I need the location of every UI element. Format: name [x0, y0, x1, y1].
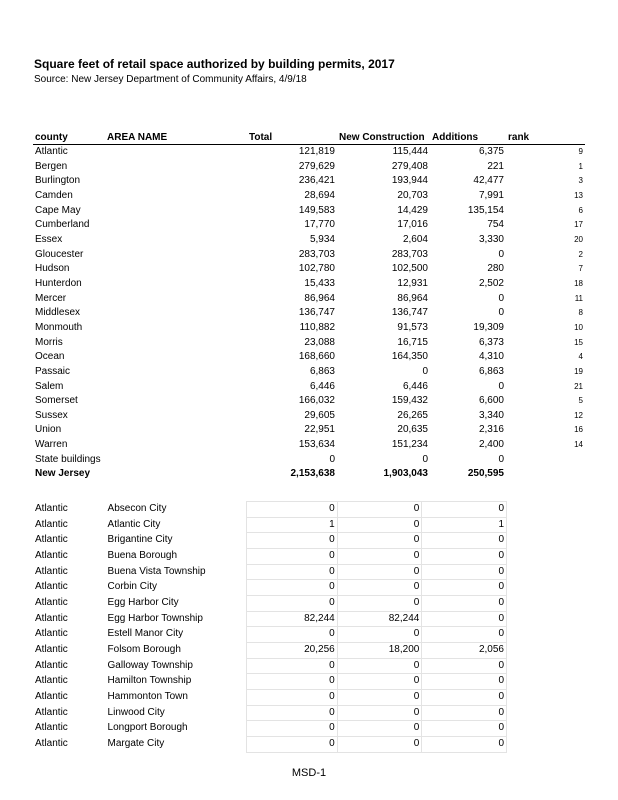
- page-title: Square feet of retail space authorized by building permits, 2017: [34, 57, 395, 71]
- total-cell: 0: [247, 627, 338, 643]
- table-row: [33, 689, 507, 705]
- county-cell: Gloucester: [35, 248, 84, 260]
- additions-cell: 221: [487, 160, 504, 172]
- area-name-cell: Atlantic City: [107, 518, 161, 530]
- county-cell: Atlantic: [35, 534, 68, 546]
- county-cell: Atlantic: [35, 643, 68, 655]
- total-cell: 0: [247, 736, 338, 752]
- rank-cell: 3: [578, 176, 583, 186]
- new-construction-cell: 0: [337, 595, 422, 611]
- county-cell: Atlantic: [35, 146, 68, 157]
- area-name-cell: [105, 204, 247, 219]
- table-row: [33, 438, 585, 453]
- rank-cell: 7: [578, 264, 583, 274]
- total-cell: 5,934: [309, 233, 335, 245]
- new-construction-cell: 0: [422, 453, 428, 465]
- area-name-cell: Hammonton Town: [107, 690, 188, 702]
- table-row: [33, 548, 507, 564]
- table-row: [33, 611, 507, 627]
- county-cell: Atlantic: [35, 722, 68, 734]
- table-row: [33, 409, 585, 424]
- col-header-rank: rank: [506, 131, 585, 145]
- additions-cell: 0: [422, 674, 507, 690]
- additions-cell: 135,154: [467, 204, 504, 216]
- rank-cell: 19: [574, 366, 583, 376]
- area-name-cell: Linwood City: [107, 706, 165, 718]
- county-cell: Camden: [35, 189, 73, 201]
- table-row: [33, 674, 507, 690]
- additions-cell: 280: [487, 263, 504, 275]
- table-row: [33, 248, 585, 263]
- county-cell: New Jersey: [35, 468, 91, 480]
- new-construction-cell: 115,444: [392, 146, 428, 157]
- additions-cell: 0: [498, 307, 504, 319]
- county-cell: Hudson: [35, 263, 70, 275]
- area-name-cell: [105, 394, 247, 409]
- municipality-table: [33, 501, 507, 753]
- total-cell: 17,770: [304, 219, 335, 231]
- county-cell: Atlantic: [35, 675, 68, 687]
- county-summary-table: [33, 131, 585, 482]
- new-construction-cell: 0: [422, 365, 428, 377]
- area-name-cell: Margate City: [107, 737, 165, 749]
- area-name-cell: Egg Harbor City: [107, 596, 179, 608]
- col-header-area-name: AREA NAME: [105, 131, 247, 145]
- total-cell: 102,780: [298, 263, 335, 275]
- new-construction-cell: 2,604: [402, 233, 428, 245]
- area-name-cell: [105, 409, 247, 424]
- new-construction-cell: 18,200: [337, 642, 422, 658]
- additions-cell: 0: [422, 548, 507, 564]
- area-name-cell: [105, 248, 247, 263]
- rank-cell: 12: [574, 410, 583, 420]
- new-construction-cell: 86,964: [397, 292, 428, 304]
- area-name-cell: [105, 160, 247, 175]
- area-name-cell: [105, 292, 247, 307]
- new-construction-cell: 1,903,043: [383, 468, 428, 480]
- additions-cell: 0: [422, 533, 507, 549]
- table-row: [33, 277, 585, 292]
- table-row: [33, 380, 585, 395]
- total-cell: 166,032: [298, 395, 335, 407]
- additions-cell: 4,310: [478, 351, 504, 363]
- rank-cell: 16: [574, 425, 583, 435]
- area-name-cell: [105, 350, 247, 365]
- new-construction-cell: 0: [337, 736, 422, 752]
- area-name-cell: [105, 306, 247, 321]
- rank-cell: 5: [578, 396, 583, 406]
- new-construction-cell: 159,432: [391, 395, 428, 407]
- new-construction-cell: 102,500: [391, 263, 428, 275]
- new-construction-cell: 151,234: [391, 439, 428, 451]
- county-cell: Morris: [35, 336, 63, 348]
- table-row: [33, 336, 585, 351]
- additions-cell: 0: [422, 580, 507, 596]
- additions-cell: 0: [498, 292, 504, 304]
- table-row: [33, 350, 585, 365]
- area-name-cell: Galloway Township: [107, 659, 193, 671]
- table-row: [33, 721, 507, 737]
- new-construction-cell: 16,715: [397, 336, 428, 348]
- total-cell: 153,634: [298, 439, 335, 451]
- new-construction-cell: 136,747: [391, 307, 428, 319]
- additions-cell: 0: [422, 736, 507, 752]
- total-cell: 20,256: [247, 642, 338, 658]
- total-cell: 0: [247, 564, 338, 580]
- additions-cell: 0: [422, 564, 507, 580]
- total-cell: 0: [247, 658, 338, 674]
- new-construction-cell: 14,429: [397, 204, 428, 216]
- area-name-cell: [105, 321, 247, 336]
- rank-cell: 8: [578, 308, 583, 318]
- area-name-cell: [105, 174, 247, 189]
- new-construction-cell: 0: [337, 658, 422, 674]
- additions-cell: 0: [498, 453, 504, 465]
- new-construction-cell: 17,016: [397, 219, 428, 231]
- additions-cell: 0: [422, 627, 507, 643]
- additions-cell: 6,863: [478, 365, 504, 377]
- additions-cell: 2,502: [478, 277, 504, 289]
- area-name-cell: [105, 233, 247, 248]
- county-cell: Passaic: [35, 365, 71, 377]
- rank-cell: 13: [574, 190, 583, 200]
- county-cell: Atlantic: [35, 690, 68, 702]
- table-row: [33, 365, 585, 380]
- county-cell: Atlantic: [35, 503, 68, 514]
- total-cell: 0: [247, 674, 338, 690]
- table-row: [33, 160, 585, 175]
- area-name-cell: [105, 453, 247, 468]
- county-cell: Sussex: [35, 409, 68, 421]
- total-cell: 279,629: [298, 160, 335, 172]
- area-name-cell: Buena Vista Township: [107, 565, 206, 577]
- additions-cell: 0: [498, 380, 504, 392]
- total-cell: 6,446: [309, 380, 335, 392]
- new-construction-cell: 6,446: [402, 380, 428, 392]
- total-cell: 29,605: [304, 409, 335, 421]
- table-row: [33, 233, 585, 248]
- total-cell: 2,153,638: [290, 468, 335, 480]
- additions-cell: 0: [498, 248, 504, 260]
- total-cell: 110,882: [299, 321, 335, 333]
- new-construction-cell: 0: [337, 705, 422, 721]
- total-cell: 0: [247, 689, 338, 705]
- table-row: [33, 145, 585, 160]
- additions-cell: 0: [422, 705, 507, 721]
- table-row: [33, 394, 585, 409]
- table-row: [33, 262, 585, 277]
- total-cell: 0: [247, 580, 338, 596]
- new-construction-cell: 283,703: [391, 248, 428, 260]
- table-row: [33, 517, 507, 533]
- additions-cell: 42,477: [473, 175, 504, 187]
- total-cell: 168,660: [298, 351, 335, 363]
- county-cell: Warren: [35, 439, 68, 451]
- additions-cell: 0: [422, 595, 507, 611]
- new-construction-cell: 0: [337, 548, 422, 564]
- area-name-cell: Hamilton Township: [107, 675, 192, 687]
- additions-cell: 2,400: [478, 439, 504, 451]
- county-cell: Salem: [35, 380, 64, 392]
- source-note: Source: New Jersey Department of Community Affairs, 4/9/18: [34, 74, 307, 85]
- new-construction-cell: 0: [337, 502, 422, 518]
- county-cell: Atlantic: [35, 628, 68, 640]
- new-construction-cell: 0: [337, 533, 422, 549]
- area-name-cell: Folsom Borough: [107, 643, 181, 655]
- table-row: [33, 580, 507, 596]
- rank-cell: 9: [578, 147, 583, 156]
- county-cell: Cumberland: [35, 219, 90, 231]
- new-construction-cell: 0: [337, 580, 422, 596]
- total-cell: 6,863: [309, 365, 335, 377]
- total-cell: 15,433: [304, 277, 335, 289]
- new-construction-cell: 20,703: [397, 189, 428, 201]
- area-name-cell: [105, 262, 247, 277]
- new-construction-cell: 91,573: [397, 321, 428, 333]
- county-cell: State buildings: [35, 453, 101, 465]
- area-name-cell: [105, 336, 247, 351]
- new-construction-cell: 0: [337, 721, 422, 737]
- additions-cell: 6,373: [478, 336, 504, 348]
- rank-cell: 2: [578, 249, 583, 259]
- area-name-cell: Brigantine City: [107, 534, 173, 546]
- county-cell: Bergen: [35, 160, 68, 172]
- new-construction-cell: 279,408: [391, 160, 428, 172]
- table-row: [33, 736, 507, 752]
- county-cell: Burlington: [35, 175, 81, 187]
- total-cell: 149,583: [298, 204, 335, 216]
- table-row: [33, 189, 585, 204]
- county-cell: Mercer: [35, 292, 67, 304]
- rank-cell: [506, 467, 585, 482]
- total-cell: 0: [247, 595, 338, 611]
- county-cell: Atlantic: [35, 565, 68, 577]
- table-row: [33, 502, 507, 518]
- county-cell: Atlantic: [35, 706, 68, 718]
- total-cell: 0: [247, 705, 338, 721]
- total-cell: 86,964: [304, 292, 335, 304]
- additions-cell: 0: [422, 658, 507, 674]
- county-cell: Atlantic: [35, 659, 68, 671]
- additions-cell: 2,056: [422, 642, 507, 658]
- additions-cell: 0: [422, 689, 507, 705]
- col-header-total: Total: [247, 131, 337, 145]
- new-construction-cell: 0: [337, 517, 422, 533]
- county-cell: Union: [35, 424, 62, 436]
- new-construction-cell: 0: [337, 674, 422, 690]
- col-header-additions: Additions: [430, 131, 506, 145]
- county-cell: Atlantic: [35, 518, 68, 530]
- table-row: [33, 453, 585, 468]
- total-cell: 0: [247, 502, 338, 518]
- area-name-cell: Absecon City: [107, 503, 167, 514]
- table-row: [33, 321, 585, 336]
- rank-cell: 14: [574, 440, 583, 450]
- area-name-cell: [105, 218, 247, 233]
- rank-cell: [506, 453, 585, 468]
- county-cell: Ocean: [35, 351, 65, 363]
- new-construction-cell: 0: [337, 564, 422, 580]
- total-cell: 0: [247, 548, 338, 564]
- county-cell: Somerset: [35, 395, 78, 407]
- rank-cell: 18: [574, 278, 583, 288]
- rank-cell: 15: [574, 337, 583, 347]
- county-cell: Atlantic: [35, 581, 68, 593]
- rank-cell: 6: [578, 205, 583, 215]
- county-cell: Cape May: [35, 204, 81, 216]
- area-name-cell: [105, 277, 247, 292]
- total-cell: 82,244: [247, 611, 338, 627]
- table-row: [33, 204, 585, 219]
- table-row: [33, 564, 507, 580]
- total-cell: 121,819: [298, 146, 335, 157]
- county-cell: Atlantic: [35, 596, 68, 608]
- table-row: [33, 627, 507, 643]
- total-cell: 0: [247, 721, 338, 737]
- area-name-cell: [105, 438, 247, 453]
- total-cell: 0: [247, 533, 338, 549]
- table-row: [33, 642, 507, 658]
- total-cell: 236,421: [298, 175, 335, 187]
- county-cell: Atlantic: [35, 549, 68, 561]
- county-cell: Hunterdon: [35, 277, 82, 289]
- additions-cell: 1: [422, 517, 507, 533]
- rank-cell: 1: [578, 161, 583, 171]
- page-footer: MSD-1: [291, 767, 327, 779]
- total-cell: 0: [329, 453, 335, 465]
- area-name-cell: Buena Borough: [107, 549, 178, 561]
- total-cell: 136,747: [298, 307, 335, 319]
- county-cell: Essex: [35, 233, 63, 245]
- new-construction-cell: 164,350: [391, 351, 428, 363]
- area-name-cell: [105, 145, 247, 160]
- area-name-cell: Egg Harbor Township: [107, 612, 203, 624]
- county-cell: Atlantic: [35, 737, 68, 749]
- county-cell: Atlantic: [35, 612, 68, 624]
- additions-cell: 0: [422, 721, 507, 737]
- new-construction-cell: 0: [337, 689, 422, 705]
- table-row: [33, 423, 585, 438]
- rank-cell: 4: [578, 352, 583, 362]
- col-header-new-construction: New Construction: [337, 131, 430, 145]
- county-cell: Middlesex: [35, 307, 81, 319]
- additions-cell: 3,340: [478, 409, 504, 421]
- table-row: [33, 306, 585, 321]
- rank-cell: 17: [574, 220, 583, 230]
- area-name-cell: [105, 467, 247, 482]
- new-construction-cell: 12,931: [397, 277, 428, 289]
- rank-cell: 20: [574, 234, 583, 244]
- table-row: [33, 658, 507, 674]
- additions-cell: 6,600: [478, 395, 504, 407]
- additions-cell: 754: [487, 219, 504, 231]
- area-name-cell: [105, 365, 247, 380]
- additions-cell: 250,595: [467, 468, 504, 480]
- new-construction-cell: 82,244: [337, 611, 422, 627]
- rank-cell: 11: [574, 293, 583, 303]
- table-row: [33, 292, 585, 307]
- rank-cell: 10: [574, 322, 583, 332]
- new-construction-cell: 26,265: [397, 409, 428, 421]
- area-name-cell: [105, 380, 247, 395]
- additions-cell: 0: [422, 502, 507, 518]
- additions-cell: 3,330: [478, 233, 504, 245]
- new-construction-cell: 20,635: [397, 424, 428, 436]
- additions-cell: 2,316: [478, 424, 504, 436]
- additions-cell: 7,991: [478, 189, 504, 201]
- col-header-county: county: [33, 131, 105, 145]
- total-cell: 22,951: [304, 424, 335, 436]
- table-row: [33, 533, 507, 549]
- area-name-cell: [105, 189, 247, 204]
- county-cell: Monmouth: [35, 321, 83, 333]
- area-name-cell: [105, 423, 247, 438]
- table-header-row: [33, 131, 585, 145]
- additions-cell: 0: [422, 611, 507, 627]
- table-row: [33, 174, 585, 189]
- new-construction-cell: 0: [337, 627, 422, 643]
- state-total-row: [33, 467, 585, 482]
- total-cell: 1: [247, 517, 338, 533]
- rank-cell: 21: [574, 381, 583, 391]
- area-name-cell: Corbin City: [107, 581, 157, 593]
- area-name-cell: Longport Borough: [107, 722, 188, 734]
- table-row: [33, 595, 507, 611]
- area-name-cell: Estell Manor City: [107, 628, 184, 640]
- table-row: [33, 218, 585, 233]
- additions-cell: 6,375: [478, 146, 504, 157]
- total-cell: 23,088: [304, 336, 335, 348]
- additions-cell: 19,309: [473, 321, 504, 333]
- total-cell: 283,703: [298, 248, 335, 260]
- total-cell: 28,694: [304, 189, 335, 201]
- table-row: [33, 705, 507, 721]
- new-construction-cell: 193,944: [391, 175, 428, 187]
